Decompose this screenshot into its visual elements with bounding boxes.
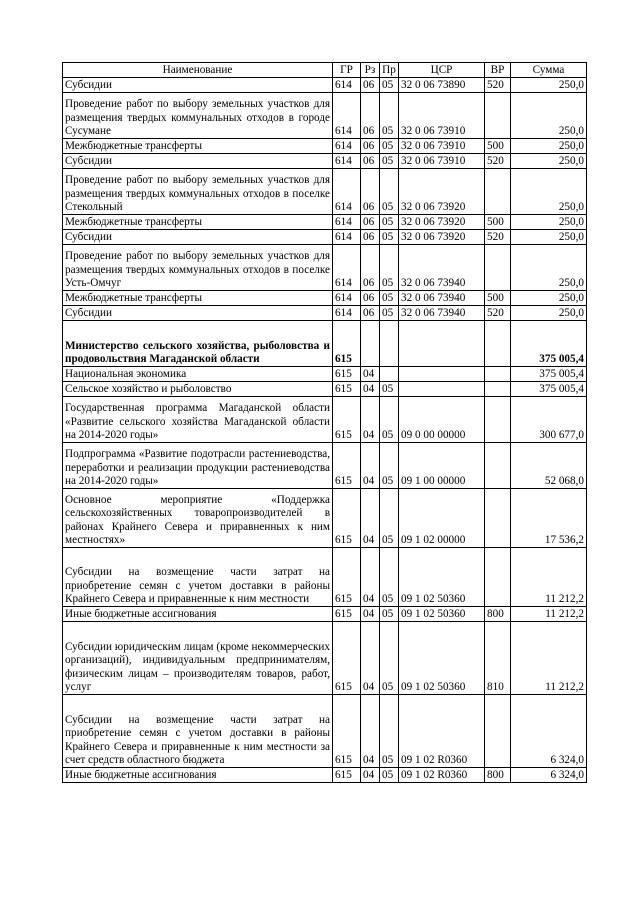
budget-table <box>62 62 587 783</box>
cell-rz: 04 <box>361 397 380 443</box>
cell-rz: 04 <box>361 695 380 768</box>
cell-name: Государственная программа Магаданской области «Развитие сельского хозяйства Магаданской области на 2014-2020 годы» <box>63 397 333 443</box>
cell-sum: 6 324,0 <box>511 768 587 783</box>
cell-name: Субсидии <box>63 230 333 245</box>
cell-vr <box>485 382 511 397</box>
cell-name: Проведение работ по выбору земельных участков для размещения твердых коммунальных отходов в поселке Стекольный <box>63 169 333 215</box>
budget-page <box>62 62 587 783</box>
cell-pr: 05 <box>380 93 399 139</box>
cell-rz: 04 <box>361 443 380 489</box>
cell-rz: 06 <box>361 78 380 93</box>
cell-rz: 06 <box>361 215 380 230</box>
cell-sum: 52 068,0 <box>511 443 587 489</box>
table-row <box>63 78 587 93</box>
cell-vr: 520 <box>485 78 511 93</box>
table-row <box>63 93 587 139</box>
cell-pr <box>380 367 399 382</box>
cell-rz: 06 <box>361 245 380 291</box>
cell-gr: 615 <box>333 622 361 695</box>
cell-name: Субсидии на возмещение части затрат на приобретение семян с учетом доставки в районы Крайнего Севера и приравненные к ним местности <box>63 548 333 607</box>
cell-csr <box>399 321 485 367</box>
cell-gr: 614 <box>333 215 361 230</box>
cell-sum: 11 212,2 <box>511 622 587 695</box>
cell-sum: 375 005,4 <box>511 321 587 367</box>
table-row <box>63 622 587 695</box>
cell-pr: 05 <box>380 489 399 548</box>
table-row <box>63 489 587 548</box>
cell-rz: 06 <box>361 306 380 321</box>
cell-gr: 615 <box>333 548 361 607</box>
cell-sum: 250,0 <box>511 245 587 291</box>
table-row <box>63 382 587 397</box>
cell-csr: 09 1 02 50360 <box>399 622 485 695</box>
cell-sum: 250,0 <box>511 139 587 154</box>
cell-csr: 09 0 00 00000 <box>399 397 485 443</box>
cell-vr <box>485 321 511 367</box>
cell-vr: 800 <box>485 607 511 622</box>
table-row <box>63 139 587 154</box>
cell-csr: 32 0 06 73910 <box>399 154 485 169</box>
cell-vr <box>485 367 511 382</box>
cell-vr: 500 <box>485 215 511 230</box>
cell-pr: 05 <box>380 607 399 622</box>
cell-pr: 05 <box>380 291 399 306</box>
header-gr: ГР <box>333 63 361 78</box>
cell-name: Основное мероприятие «Поддержка сельскохозяйственных товаропроизводителей в районах Крайнего Севера и приравненных к ним местностях» <box>63 489 333 548</box>
table-header-row <box>63 63 587 78</box>
cell-csr: 09 1 02 R0360 <box>399 695 485 768</box>
cell-gr: 614 <box>333 306 361 321</box>
cell-rz: 06 <box>361 154 380 169</box>
cell-csr: 32 0 06 73910 <box>399 139 485 154</box>
cell-sum: 250,0 <box>511 291 587 306</box>
cell-sum: 250,0 <box>511 154 587 169</box>
cell-gr: 614 <box>333 169 361 215</box>
cell-name: Межбюджетные трансферты <box>63 139 333 154</box>
header-vr: ВР <box>485 63 511 78</box>
cell-sum: 17 536,2 <box>511 489 587 548</box>
header-csr: ЦСР <box>399 63 485 78</box>
cell-sum: 250,0 <box>511 93 587 139</box>
cell-pr: 05 <box>380 230 399 245</box>
header-pr: Пр <box>380 63 399 78</box>
cell-pr: 05 <box>380 397 399 443</box>
cell-gr: 614 <box>333 230 361 245</box>
cell-csr: 32 0 06 73940 <box>399 291 485 306</box>
cell-csr <box>399 382 485 397</box>
cell-sum: 250,0 <box>511 78 587 93</box>
cell-vr: 800 <box>485 768 511 783</box>
cell-rz: 06 <box>361 93 380 139</box>
cell-gr: 615 <box>333 367 361 382</box>
cell-vr: 810 <box>485 622 511 695</box>
table-row <box>63 230 587 245</box>
cell-sum: 250,0 <box>511 169 587 215</box>
cell-vr <box>485 397 511 443</box>
cell-name: Сельское хозяйство и рыболовство <box>63 382 333 397</box>
table-row <box>63 291 587 306</box>
cell-gr: 614 <box>333 93 361 139</box>
header-name: Наименование <box>63 63 333 78</box>
cell-vr <box>485 489 511 548</box>
cell-csr: 09 1 02 R0360 <box>399 768 485 783</box>
table-row <box>63 695 587 768</box>
cell-name: Национальная экономика <box>63 367 333 382</box>
cell-vr <box>485 548 511 607</box>
table-row <box>63 443 587 489</box>
cell-vr: 500 <box>485 139 511 154</box>
cell-csr: 32 0 06 73940 <box>399 245 485 291</box>
cell-pr: 05 <box>380 139 399 154</box>
cell-pr: 05 <box>380 154 399 169</box>
cell-rz: 04 <box>361 622 380 695</box>
cell-csr: 32 0 06 73920 <box>399 230 485 245</box>
table-row <box>63 306 587 321</box>
table-row <box>63 397 587 443</box>
cell-gr: 614 <box>333 291 361 306</box>
table-row <box>63 768 587 783</box>
cell-gr: 615 <box>333 382 361 397</box>
cell-csr: 32 0 06 73890 <box>399 78 485 93</box>
cell-name: Министерство сельского хозяйства, рыболовства и продовольствия Магаданской области <box>63 321 333 367</box>
cell-rz: 06 <box>361 291 380 306</box>
header-sum: Сумма <box>511 63 587 78</box>
cell-vr <box>485 245 511 291</box>
cell-vr <box>485 93 511 139</box>
cell-pr: 05 <box>380 695 399 768</box>
table-row <box>63 215 587 230</box>
cell-vr <box>485 695 511 768</box>
cell-sum: 375 005,4 <box>511 382 587 397</box>
cell-name: Субсидии <box>63 306 333 321</box>
cell-sum: 11 212,2 <box>511 548 587 607</box>
cell-name: Иные бюджетные ассигнования <box>63 607 333 622</box>
cell-pr: 05 <box>380 382 399 397</box>
cell-name: Иные бюджетные ассигнования <box>63 768 333 783</box>
cell-rz: 04 <box>361 768 380 783</box>
cell-name: Проведение работ по выбору земельных участков для размещения твердых коммунальных отходов в поселке Усть-Омчуг <box>63 245 333 291</box>
cell-gr: 615 <box>333 397 361 443</box>
table-row <box>63 367 587 382</box>
cell-csr: 32 0 06 73920 <box>399 215 485 230</box>
cell-sum: 11 212,2 <box>511 607 587 622</box>
cell-gr: 615 <box>333 607 361 622</box>
cell-sum: 375 005,4 <box>511 367 587 382</box>
cell-pr <box>380 321 399 367</box>
cell-name: Субсидии <box>63 154 333 169</box>
cell-rz <box>361 321 380 367</box>
cell-name: Субсидии <box>63 78 333 93</box>
cell-pr: 05 <box>380 768 399 783</box>
cell-rz: 06 <box>361 169 380 215</box>
cell-csr <box>399 367 485 382</box>
cell-rz: 04 <box>361 382 380 397</box>
cell-rz: 04 <box>361 489 380 548</box>
table-row <box>63 607 587 622</box>
table-row <box>63 154 587 169</box>
cell-pr: 05 <box>380 169 399 215</box>
cell-csr: 09 1 02 50360 <box>399 607 485 622</box>
cell-gr: 614 <box>333 154 361 169</box>
cell-sum: 250,0 <box>511 306 587 321</box>
cell-csr: 09 1 02 00000 <box>399 489 485 548</box>
cell-name: Субсидии юридическим лицам (кроме некоммерческих организаций), индивидуальным предпринимателям, физическим лицам – производителям товаров, работ, услуг <box>63 622 333 695</box>
cell-rz: 04 <box>361 367 380 382</box>
cell-csr: 09 1 02 50360 <box>399 548 485 607</box>
cell-rz: 04 <box>361 607 380 622</box>
cell-pr: 05 <box>380 548 399 607</box>
cell-gr: 615 <box>333 321 361 367</box>
cell-name: Межбюджетные трансферты <box>63 215 333 230</box>
cell-name: Подпрограмма «Развитие подотрасли растениеводства, переработки и реализации продукции растениеводства на 2014-2020 годы» <box>63 443 333 489</box>
cell-name: Межбюджетные трансферты <box>63 291 333 306</box>
cell-csr: 09 1 00 00000 <box>399 443 485 489</box>
cell-sum: 6 324,0 <box>511 695 587 768</box>
table-row <box>63 245 587 291</box>
cell-gr: 615 <box>333 695 361 768</box>
cell-csr: 32 0 06 73910 <box>399 93 485 139</box>
cell-rz: 06 <box>361 230 380 245</box>
table-row <box>63 321 587 367</box>
cell-pr: 05 <box>380 215 399 230</box>
table-body <box>63 78 587 783</box>
cell-rz: 06 <box>361 139 380 154</box>
cell-gr: 615 <box>333 489 361 548</box>
cell-pr: 05 <box>380 306 399 321</box>
cell-sum: 250,0 <box>511 230 587 245</box>
cell-sum: 300 677,0 <box>511 397 587 443</box>
cell-vr: 520 <box>485 306 511 321</box>
cell-csr: 32 0 06 73940 <box>399 306 485 321</box>
cell-pr: 05 <box>380 443 399 489</box>
cell-vr <box>485 443 511 489</box>
cell-gr: 614 <box>333 139 361 154</box>
cell-vr: 500 <box>485 291 511 306</box>
cell-vr <box>485 169 511 215</box>
cell-vr: 520 <box>485 154 511 169</box>
cell-gr: 614 <box>333 245 361 291</box>
table-row <box>63 169 587 215</box>
cell-pr: 05 <box>380 622 399 695</box>
cell-gr: 615 <box>333 443 361 489</box>
cell-csr: 32 0 06 73920 <box>399 169 485 215</box>
header-rz: Рз <box>361 63 380 78</box>
cell-gr: 615 <box>333 768 361 783</box>
cell-vr: 520 <box>485 230 511 245</box>
cell-name: Субсидии на возмещение части затрат на приобретение семян с учетом доставки в районы Крайнего Севера и приравненные к ним местности за счет средств областного бюджета <box>63 695 333 768</box>
cell-pr: 05 <box>380 78 399 93</box>
cell-name: Проведение работ по выбору земельных участков для размещения твердых коммунальных отходов в городе Сусумане <box>63 93 333 139</box>
cell-sum: 250,0 <box>511 215 587 230</box>
cell-pr: 05 <box>380 245 399 291</box>
cell-rz: 04 <box>361 548 380 607</box>
cell-gr: 614 <box>333 78 361 93</box>
table-row <box>63 548 587 607</box>
